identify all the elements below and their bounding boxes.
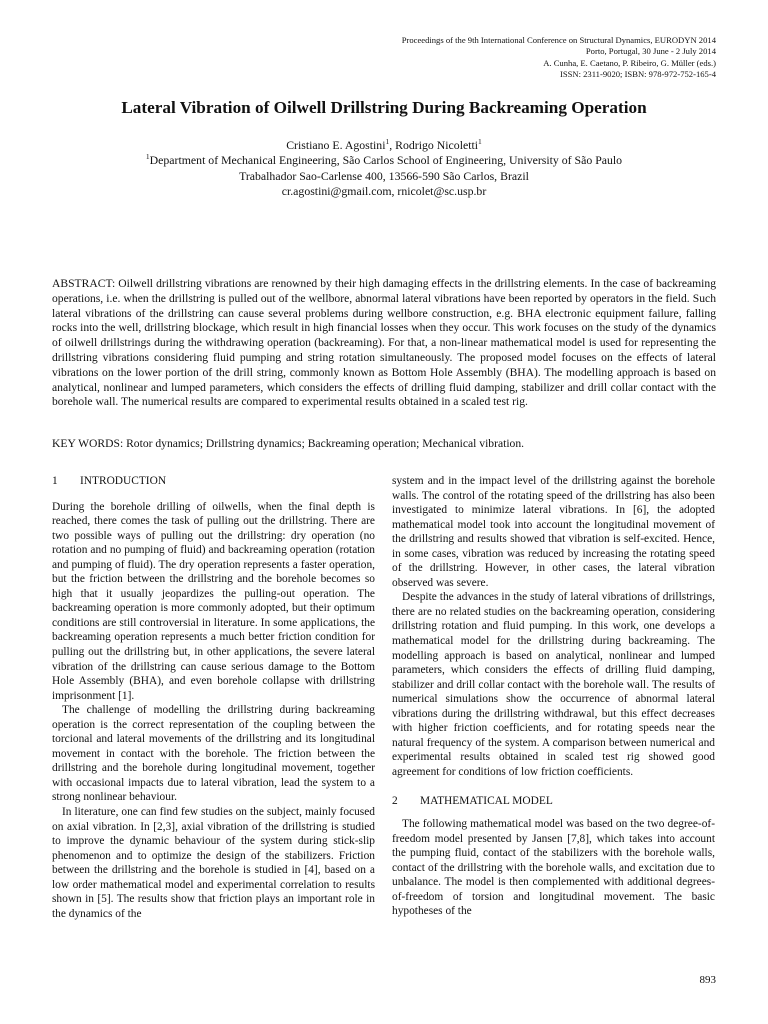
body-paragraph: Despite the advances in the study of lateral vibrations of drillstrings, there are no related studies on the backreaming operation, considering drillstring rotation and fluid pumping. In this work, one develops a mathematical model for the drillstring during backreaming. The modelling approach is based on analytical, nonlinear and lumped parameters, which considers the effects of drilling fluid damping, stabilizer and drill collar contact with the borehole wall. The results of numerical simulations show the occurrence of abnormal lateral vibrations during the drillstring withdrawal, but this effect decreases with higher friction coefficients, and for rotating speeds near the natural frequency of the system. A comparison between numerical and experimental results obtained in scaled test rig showed good agreement for conditions of low friction coefficients. xyxy=(392,591,715,778)
proceedings-line: A. Cunha, E. Caetano, P. Ribeiro, G. Müller (eds.) xyxy=(543,57,716,68)
author-name: Cristiano E. Agostini xyxy=(286,138,386,152)
left-column xyxy=(52,474,375,921)
proceedings-line: Porto, Portugal, 30 June - 2 July 2014 xyxy=(585,46,716,57)
abstract: ABSTRACT: Oilwell drillstring vibrations are renowned by their high damaging effects in the drillstring elements. In the case of backreaming operations, i.e. when the drillstring is pulled out of the wellbore, abnormal lateral vibrations have been reported by operators in the field. Such lateral vibrations of the drillstring can cause several problems during wellbore construction, e.g. BHA electronic equipment failure, falling rocks into the well, drillstring blockage, which result in high financial losses when they occur. This work focuses on the study of the dynamics of oilwell drillstrings during the withdrawing operation (backreaming). For that, a non-linear mathematical model is used for representing the drillstring vibrations considering fluid pumping and string rotation simultaneously. The proposed model focuses on the effects of lateral vibrations on the lower portion of the drill string, commonly known as Bottom Hole Assembly (BHA). The modelling approach is based on analytical, nonlinear and lumped parameters, which considers the effects of drilling fluid damping, stabilizer and drill collar contact with the borehole wall. The numerical results are compared to experimental results obtained in a scaled test rig. xyxy=(52,277,716,409)
affiliation-text: Department of Mechanical Engineering, São Carlos School of Engineering, University of São Paulo xyxy=(149,153,623,168)
keywords: KEY WORDS: Rotor dynamics; Drillstring dynamics; Backreaming operation; Mechanical vibration. xyxy=(52,437,525,450)
section-number: 1 xyxy=(52,475,58,487)
author-block xyxy=(0,138,768,200)
section-title: INTRODUCTION xyxy=(80,475,167,487)
affiliation-marker: 1 xyxy=(145,152,150,162)
body-paragraph: The following mathematical model was based on the two degree-of-freedom model presented by Jansen [7,8], which takes into account the pumping fluid, contact of the stabilizers with the borehole walls, contact of the drillstring with the borehole walls, and excitation due to unbalance. The model is then complemented with additional degrees-of-freedom of torsion and longitudinal movement. The basic hypotheses of the xyxy=(392,818,715,918)
section-heading xyxy=(52,474,375,489)
affiliation-marker: 1 xyxy=(478,137,482,147)
author-name: Rodrigo Nicoletti xyxy=(395,138,479,152)
proceedings-line: ISSN: 2311-9020; ISBN: 978-972-752-165-4 xyxy=(559,68,716,79)
author-emails: cr.agostini@gmail.com, rnicolet@sc.usp.br xyxy=(281,184,487,199)
affiliation xyxy=(0,153,768,168)
section-number: 2 xyxy=(392,795,398,808)
author-names xyxy=(0,138,768,153)
body-paragraph: system and in the impact level of the drillstring against the borehole walls. The control of the rotating speed of the drillstring has also been investigated to minimize lateral vibrations. In [6], the adopted mathematical model took into account the longitudinal movement of the drillstring and results showed that vibration is self-excited. Hence, in some cases, vibration was reduced by increasing the rotating speed of the drillstring. However, in other cases, the lateral vibration observed was severe. xyxy=(392,475,715,589)
body-paragraph: In literature, one can find few studies on the subject, mainly focused on axial vibration. In [2,3], axial vibration of the drillstring is studied to improve the dynamic behaviour of the system during stick-slip phenomenon and to optimize the design of the stabilizers. Friction between the drillstring and the borehole is studied in [4], based on a low order mathematical model and experimental correlation to results shown in [5]. The results show that friction plays an important role in the dynamics of the xyxy=(52,806,375,920)
section-heading xyxy=(392,794,715,809)
affiliation-marker: 1 xyxy=(385,137,390,147)
paper-title: Lateral Vibration of Oilwell Drillstring During Backreaming Operation xyxy=(121,98,647,117)
proceedings-header xyxy=(256,35,716,80)
proceedings-line: Proceedings of the 9th International Conference on Structural Dynamics, EURODYN 2014 xyxy=(401,35,716,45)
right-column xyxy=(392,474,715,919)
body-paragraph: The challenge of modelling the drillstring during backreaming operation is the correct representation of the coupling between the torcional and lateral movements of the drillstring and its longitudinal movement in contact with the borehole. The friction between the drillstring and the borehole during longitudinal movement, together with occasional impacts due to lateral vibration, lead the system to a strong nonlinear behaviour. xyxy=(52,704,375,804)
author-separator: , xyxy=(389,138,396,152)
page-number: 893 xyxy=(699,974,716,986)
body-paragraph: During the borehole drilling of oilwells, when the final depth is reached, there comes the task of pulling out the drillstring. There are two possible ways of pulling out the drillstring: dry operation (no rotation and no pumping of fluid) and backreaming operation (rotation and pumping of fluid). The dry operation represents a faster operation, but the friction between the drillstring and the borehole becomes so high that it usually jeopardizes the pulling-out operation. The backreaming operation is more commonly adopted, but their optimum conditions are still controversial in literature. In some applications, the backreaming operation represents a much better friction condition for pulling out the drillstring but, in other applications, the severe lateral vibration of the drillstring can cause serious damage to the Bottom Hole Assembly (BHA), and even borehole collapse with drillstring imprisonment [1]. xyxy=(52,500,375,702)
section-title: MATHEMATICAL MODEL xyxy=(420,795,553,808)
address: Trabalhador Sao-Carlense 400, 13566-590 São Carlos, Brazil xyxy=(239,168,529,183)
